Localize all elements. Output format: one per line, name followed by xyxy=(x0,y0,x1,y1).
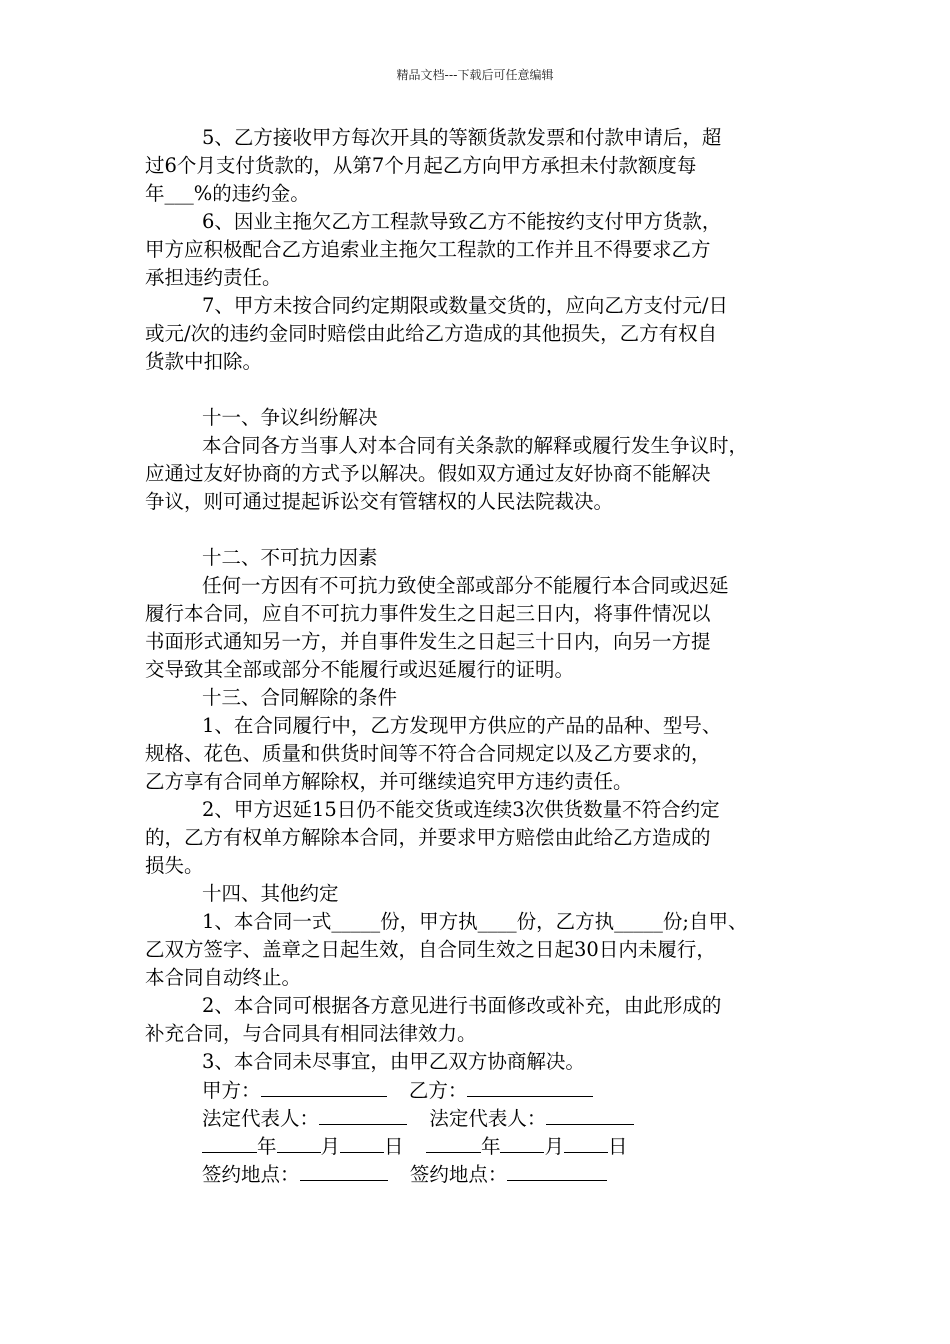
text-line: 3、本合同未尽事宜，由甲乙双方协商解决。 xyxy=(202,1050,585,1073)
party-b-label: 乙方： xyxy=(408,1079,468,1102)
date-b-year-label: 年 xyxy=(480,1135,501,1158)
text-line: 7、甲方未按合同约定期限或数量交货的，应向乙方支付元/日 xyxy=(202,294,728,317)
text-line: 6、因业主拖欠乙方工程款导致乙方不能按约支付甲方货款， xyxy=(202,210,722,233)
text-line: 2、本合同可根据各方意见进行书面修改或补充，由此形成的 xyxy=(202,994,722,1017)
date-a-day-label: 日 xyxy=(384,1135,404,1158)
place-a-field[interactable] xyxy=(300,1160,388,1181)
signature-date-row xyxy=(145,1132,810,1160)
text-line: 过6个月支付货款的，从第7个月起乙方向甲方承担未付款额度每 xyxy=(145,154,697,177)
text-line: 货款中扣除。 xyxy=(145,350,263,373)
date-b-day-label: 日 xyxy=(607,1135,628,1158)
date-b-month-label: 月 xyxy=(544,1135,564,1158)
rep-b-label: 法定代表人： xyxy=(429,1107,547,1130)
text-line: 1、本合同一式_____份，甲方执____份，乙方执_____份;自甲、 xyxy=(202,910,748,933)
signature-rep-row xyxy=(145,1104,810,1132)
date-b-month-field[interactable] xyxy=(500,1132,544,1153)
text-line: 本合同各方当事人对本合同有关条款的解释或履行发生争议时， xyxy=(202,434,749,457)
text-line: 2、甲方迟延15日仍不能交货或连续3次供货数量不符合约定 xyxy=(202,798,720,821)
rep-a-label: 法定代表人： xyxy=(202,1107,320,1130)
date-a-day-field[interactable] xyxy=(340,1132,384,1153)
text-line: 任何一方因有不可抗力致使全部或部分不能履行本合同或迟延 xyxy=(202,574,729,597)
signature-parties-row xyxy=(145,1076,810,1104)
text-line: 争议，则可通过提起诉讼交有管辖权的人民法院裁决。 xyxy=(145,490,614,513)
text-line: 承担违约责任。 xyxy=(145,266,282,289)
party-b-field[interactable] xyxy=(467,1076,593,1097)
text-line: 十三、合同解除的条件 xyxy=(202,686,398,709)
text-line: 的，乙方有权单方解除本合同，并要求甲方赔偿由此给乙方造成的 xyxy=(145,826,711,849)
rep-b-field[interactable] xyxy=(546,1104,634,1125)
text-line: 乙方享有合同单方解除权，并可继续追究甲方违约责任。 xyxy=(145,770,633,793)
text-line: 乙双方签字、盖章之日起生效，自合同生效之日起30日内未履行， xyxy=(145,938,716,961)
text-line: 本合同自动终止。 xyxy=(145,966,302,989)
blank-line xyxy=(145,376,810,404)
text-line: 年___%的违约金。 xyxy=(145,182,310,205)
text-line: 十二、不可抗力因素 xyxy=(202,546,378,569)
page-header: 精品文档---下载后可任意编辑 xyxy=(396,68,554,82)
date-a-month-label: 月 xyxy=(320,1135,341,1158)
text-line: 损失。 xyxy=(145,854,204,877)
text-line: 书面形式通知另一方，并自事件发生之日起三十日内，向另一方提 xyxy=(145,630,711,653)
date-a-year-field[interactable] xyxy=(202,1132,257,1153)
date-b-year-field[interactable] xyxy=(426,1132,481,1153)
place-a-label: 签约地点： xyxy=(202,1163,300,1186)
text-line: 甲方应积极配合乙方追索业主拖欠工程款的工作并且不得要求乙方 xyxy=(145,238,711,261)
text-line: 应通过友好协商的方式予以解决。假如双方通过友好协商不能解决 xyxy=(145,462,711,485)
place-b-label: 签约地点： xyxy=(409,1163,508,1186)
text-line: 交导致其全部或部分不能履行或迟延履行的证明。 xyxy=(145,658,575,681)
text-line: 履行本合同，应自不可抗力事件发生之日起三日内，将事件情况以 xyxy=(145,602,711,625)
date-b-day-field[interactable] xyxy=(564,1132,608,1153)
signature-place-row xyxy=(145,1160,810,1188)
place-b-field[interactable] xyxy=(507,1160,607,1181)
party-a-field[interactable] xyxy=(261,1076,387,1097)
rep-a-field[interactable] xyxy=(319,1104,407,1125)
text-line: 1、在合同履行中，乙方发现甲方供应的产品的品种、型号、 xyxy=(202,714,722,737)
contract-body xyxy=(145,124,810,1188)
paragraph-lines xyxy=(145,124,810,1076)
text-line: 十一、争议纠纷解决 xyxy=(202,406,378,429)
date-a-year-label: 年 xyxy=(257,1135,277,1158)
party-a-label: 甲方： xyxy=(202,1079,261,1102)
date-a-month-field[interactable] xyxy=(277,1132,321,1153)
text-line: 补充合同，与合同具有相同法律效力。 xyxy=(145,1022,477,1045)
text-line: 十四、其他约定 xyxy=(202,882,339,905)
blank-line xyxy=(145,516,810,544)
text-line: 5、乙方接收甲方每次开具的等额货款发票和付款申请后，超 xyxy=(202,126,722,149)
text-line: 规格、花色、质量和供货时间等不符合合同规定以及乙方要求的， xyxy=(145,742,711,765)
text-line: 或元/次的违约金同时赔偿由此给乙方造成的其他损失，乙方有权自 xyxy=(145,322,718,345)
